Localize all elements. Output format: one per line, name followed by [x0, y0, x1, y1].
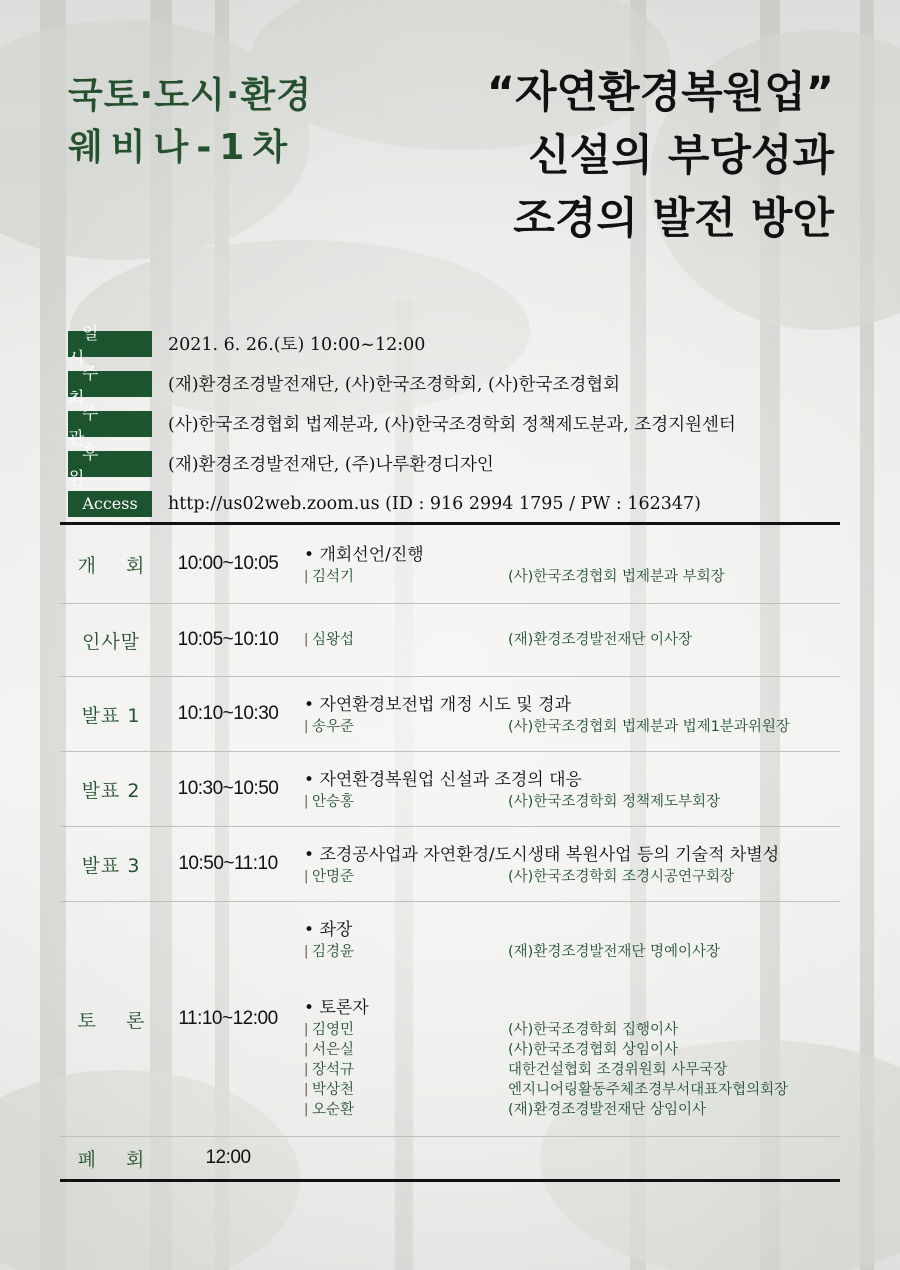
- info-row-host: [68, 363, 848, 409]
- session-label: 발표 1: [81, 704, 141, 727]
- panelist-role: (사)한국조경학회 집행이사: [508, 1022, 678, 1038]
- panelist-role: 대한건설협회 조경위원회 사무국장: [508, 1062, 728, 1078]
- panelist: [304, 1040, 840, 1060]
- session-time: 10:10~10:30: [177, 703, 279, 724]
- panelist-role: (사)한국조경협회 상임이사: [508, 1042, 678, 1058]
- schedule-row-opening: [60, 525, 840, 603]
- main-title: [487, 62, 834, 251]
- info-label-organizer: 주 관: [68, 411, 152, 437]
- panelist: [304, 1020, 840, 1040]
- speaker: [304, 630, 840, 650]
- schedule-row-closing: [60, 1136, 840, 1179]
- info-value-organizer: (사)한국조경협회 법제분과, (사)한국조경학회 정책제도분과, 조경지원센터: [168, 415, 736, 435]
- moderator: [304, 942, 840, 962]
- session-topic: • 조경공사업과 자연환경/도시생태 복원사업 등의 기술적 차별성: [304, 843, 840, 867]
- info-value-sponsor: (재)환경조경발전재단, (주)나루환경디자인: [168, 455, 494, 475]
- title-line-2: 신설의 부당성과: [528, 131, 834, 181]
- speaker: [304, 567, 840, 587]
- panelist-name: | 서은실: [304, 1040, 508, 1060]
- speaker-name: | 김석기: [304, 567, 508, 587]
- info-value-date: 2021. 6. 26.(토) 10:00~12:00: [168, 335, 426, 355]
- panelist: [304, 1060, 840, 1080]
- info-row-access: [68, 488, 848, 519]
- info-row-organizer: [68, 403, 848, 449]
- speaker: [304, 867, 840, 887]
- session-topic: • 자연환경보전법 개정 시도 및 경과: [304, 693, 840, 717]
- series-line-1: 국토·도시·환경: [68, 75, 313, 116]
- webinar-series-title: [68, 70, 312, 174]
- panelist: [304, 1080, 840, 1100]
- panelist-name: | 김영민: [304, 1020, 508, 1040]
- schedule-row-greeting: [60, 603, 840, 676]
- session-time: 10:00~10:05: [177, 553, 279, 574]
- schedule-row-discussion: [60, 901, 840, 1136]
- speaker-role: (사)한국조경협회 법제분과 법제1분과위원장: [508, 719, 790, 735]
- panelist-role: (재)환경조경발전재단 상임이사: [508, 1102, 707, 1118]
- schedule-row-presentation-1: [60, 676, 840, 751]
- schedule-row-presentation-2: [60, 751, 840, 826]
- access-link[interactable]: http://us02web.zoom.us (ID : 916 2994 1795 / PW : 162347): [168, 493, 701, 514]
- moderator-name: | 김경윤: [304, 942, 508, 962]
- speaker-role: (사)한국조경학회 정책제도부회장: [508, 794, 721, 810]
- session-label: 발표 3: [81, 854, 141, 877]
- session-label: 발표 2: [81, 779, 141, 802]
- info-row-sponsor: [68, 443, 848, 489]
- panelists-heading: • 토론자: [304, 996, 840, 1020]
- program-schedule: [60, 522, 840, 1182]
- panelist-name: | 오순환: [304, 1100, 508, 1120]
- info-label-host: 주 최: [68, 371, 152, 397]
- session-time: 10:05~10:10: [177, 629, 279, 650]
- speaker-name: | 안승홍: [304, 792, 508, 812]
- info-label-date: 일 시: [68, 331, 152, 357]
- session-topic: • 자연환경복원업 신설과 조경의 대응: [304, 768, 840, 792]
- event-info: [68, 323, 848, 528]
- info-label-access: Access: [68, 491, 152, 517]
- session-label: 폐 회: [77, 1148, 157, 1171]
- info-row-date: [68, 323, 848, 369]
- panelist-role: 엔지니어링활동주체조경부서대표자협의회장: [508, 1082, 789, 1098]
- schedule-row-presentation-3: [60, 826, 840, 901]
- panelist: [304, 1100, 840, 1120]
- speaker: [304, 792, 840, 812]
- session-time: 10:30~10:50: [177, 778, 279, 799]
- moderator-heading: • 좌장: [304, 918, 840, 942]
- session-topic: • 개회선언/진행: [304, 543, 840, 567]
- speaker-role: (재)환경조경발전재단 이사장: [508, 632, 693, 648]
- series-line-2: 웨비나-1차: [68, 127, 296, 168]
- info-label-sponsor: 후 원: [68, 451, 152, 477]
- speaker-role: (사)한국조경협회 법제분과 부회장: [508, 569, 725, 585]
- title-line-1: “자연환경복원업”: [486, 68, 834, 118]
- session-time: 11:10~12:00: [178, 1008, 278, 1029]
- session-time: 12:00: [205, 1147, 251, 1168]
- speaker-name: | 심왕섭: [304, 630, 508, 650]
- speaker-name: | 송우준: [304, 717, 508, 737]
- session-label: 인사말: [81, 630, 141, 653]
- moderator-role: (재)환경조경발전재단 명예이사장: [508, 944, 721, 960]
- panelist-name: | 장석규: [304, 1060, 508, 1080]
- session-label: 개 회: [77, 554, 157, 577]
- panelist-name: | 박상천: [304, 1080, 508, 1100]
- session-time: 10:50~11:10: [178, 853, 278, 874]
- session-label: 토 론: [77, 1009, 157, 1032]
- info-value-host: (재)환경조경발전재단, (사)한국조경학회, (사)한국조경협회: [168, 375, 621, 395]
- speaker: [304, 717, 840, 737]
- speaker-name: | 안명준: [304, 867, 508, 887]
- title-line-3: 조경의 발전 방안: [513, 194, 834, 244]
- speaker-role: (사)한국조경학회 조경시공연구회장: [508, 869, 735, 885]
